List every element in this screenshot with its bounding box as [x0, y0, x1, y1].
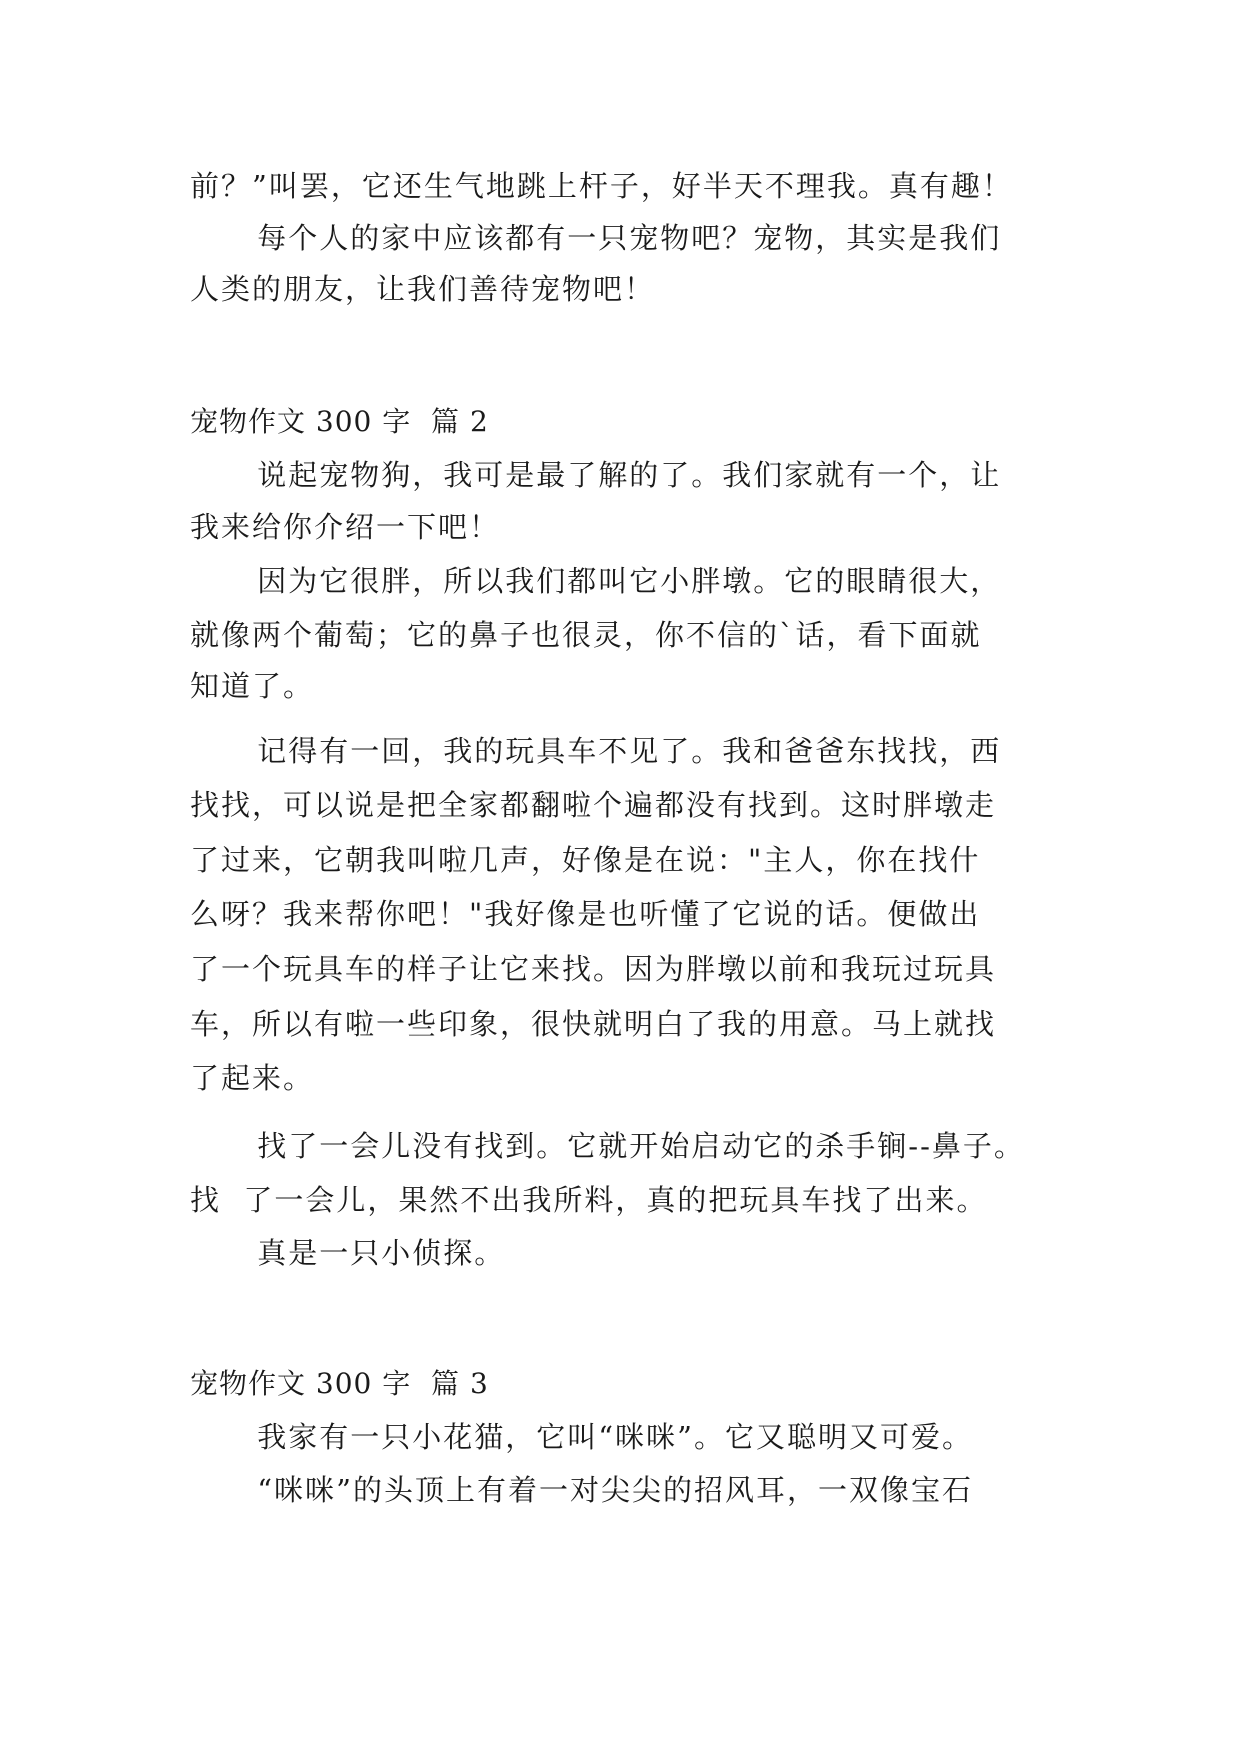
paragraph-line: 找了一会儿没有找到。它就开始启动它的杀手锏--鼻子。	[190, 1129, 1025, 1163]
paragraph-line: 找找，可以说是把全家都翻啦个遍都没有找到。这时胖墩走	[190, 788, 997, 822]
paragraph-line: 么呀？我来帮你吧！"我好像是也听懂了它说的话。便做出	[190, 897, 981, 931]
paragraph-line: 每个人的家中应该都有一只宠物吧？宠物，其实是我们	[190, 221, 1002, 255]
paragraph-line: 记得有一回，我的玩具车不见了。我和爸爸东找找，西	[190, 734, 1002, 768]
paragraph-line: 了起来。	[190, 1061, 315, 1095]
paragraph-line: 了一个玩具车的样子让它来找。因为胖墩以前和我玩过玩具	[190, 952, 997, 986]
paragraph-line: 前？”叫罢，它还生气地跳上杆子，好半天不理我。真有趣！	[190, 169, 1013, 203]
paragraph-line: “咪咪”的头顶上有着一对尖尖的招风耳，一双像宝石	[190, 1473, 973, 1507]
paragraph-line: 了过来，它朝我叫啦几声，好像是在说："主人，你在找什	[190, 843, 981, 877]
paragraph-line: 真是一只小侦探。	[190, 1236, 506, 1270]
paragraph-line: 因为它很胖，所以我们都叫它小胖墩。它的眼睛很大，	[190, 564, 1002, 598]
paragraph-line: 车，所以有啦一些印象，很快就明白了我的用意。马上就找	[190, 1007, 997, 1041]
section-heading: 宠物作文 300 字 篇 3	[190, 1367, 489, 1400]
section-heading: 宠物作文 300 字 篇 2	[190, 405, 489, 438]
paragraph-line: 知道了。	[190, 669, 315, 703]
paragraph-line: 我家有一只小花猫，它叫“咪咪”。它又聪明又可爱。	[190, 1420, 973, 1454]
paragraph-line: 找 了一会儿，果然不出我所料，真的把玩具车找了出来。	[190, 1183, 988, 1217]
paragraph-line: 人类的朋友，让我们善待宠物吧！	[190, 272, 656, 306]
paragraph-line: 就像两个葡萄；它的鼻子也很灵，你不信的`话，看下面就	[190, 618, 982, 652]
paragraph-line: 我来给你介绍一下吧！	[190, 510, 501, 544]
paragraph-line: 说起宠物狗，我可是最了解的了。我们家就有一个，让	[190, 458, 1002, 492]
